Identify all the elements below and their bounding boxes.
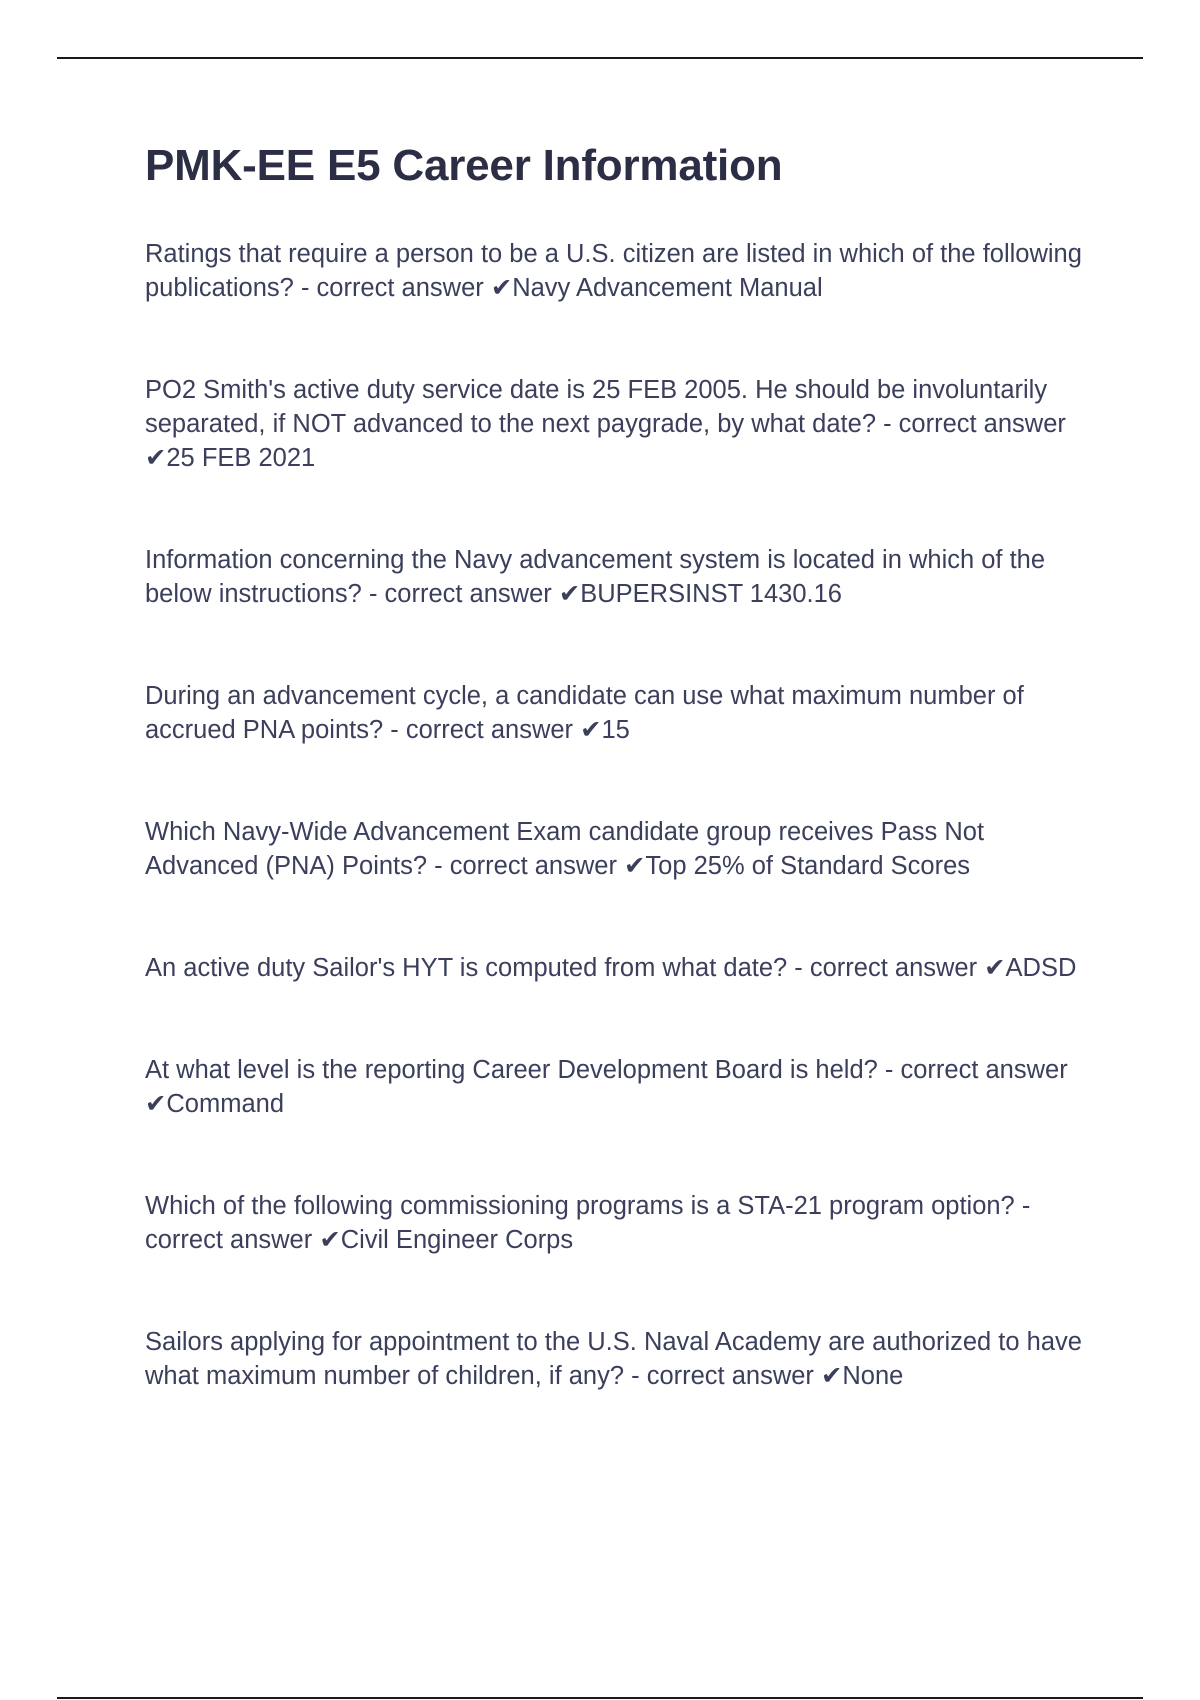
check-icon: ✔ <box>319 1225 341 1254</box>
check-icon: ✔ <box>145 1089 167 1118</box>
check-icon: ✔ <box>558 579 581 608</box>
answer-separator: - correct answer <box>383 715 581 744</box>
qa-item <box>145 1325 1095 1393</box>
qa-item <box>145 1053 1095 1121</box>
question-text: Which of the following commissioning programs is a STA-21 program option? <box>145 1191 1015 1220</box>
qa-item <box>145 373 1095 475</box>
answer-separator: - correct answer <box>876 409 1066 438</box>
question-text: At what level is the reporting Career Development Board is held? <box>145 1055 878 1084</box>
answer-separator: - correct answer <box>293 273 491 302</box>
question-text: Sailors applying for appointment to the U.S. Naval Academy are authorized to have what maximum number of children, if any? <box>145 1327 1082 1390</box>
check-icon: ✔ <box>145 443 167 472</box>
qa-item <box>145 237 1095 305</box>
answer-separator: - correct answer <box>361 579 559 608</box>
check-icon: ✔ <box>821 1361 843 1390</box>
qa-item <box>145 679 1095 747</box>
check-icon: ✔ <box>580 715 602 744</box>
top-rule <box>57 57 1143 59</box>
question-text: PO2 Smith's active duty service date is 25 FEB 2005. He should be involuntarily separated, if NOT advanced to the next paygrade, by what date? <box>145 375 1048 438</box>
check-icon: ✔ <box>490 273 513 302</box>
check-icon: ✔ <box>624 851 646 880</box>
answer-text: ADSD <box>1005 953 1077 982</box>
answer-text: 25 FEB 2021 <box>166 443 316 472</box>
question-text: Information concerning the Navy advancement system is located in which of the below instructions? <box>145 545 1046 608</box>
answer-separator: - correct answer <box>787 953 985 982</box>
answer-separator: - correct answer <box>145 1191 1031 1254</box>
qa-item <box>145 815 1095 883</box>
answer-separator: - correct answer <box>427 851 625 880</box>
document-body <box>145 140 1095 1461</box>
answer-text: None <box>842 1361 904 1390</box>
answer-text: BUPERSINST 1430.16 <box>580 579 842 608</box>
qa-item <box>145 951 1095 985</box>
answer-text: Navy Advancement Manual <box>512 273 823 302</box>
question-text: During an advancement cycle, a candidate can use what maximum number of accrued PNA points? <box>145 681 1024 744</box>
answer-text: Civil Engineer Corps <box>340 1225 574 1254</box>
question-text: Which Navy-Wide Advancement Exam candidate group receives Pass Not Advanced (PNA) Points? <box>145 817 985 880</box>
bottom-rule <box>57 1697 1143 1699</box>
answer-separator: - correct answer <box>624 1361 822 1390</box>
page-title: PMK-EE E5 Career Information <box>145 141 783 190</box>
question-text: An active duty Sailor's HYT is computed from what date? <box>145 953 788 982</box>
question-text: Ratings that require a person to be a U.S. citizen are listed in which of the following publications? <box>145 239 1082 302</box>
qa-item <box>145 543 1095 611</box>
answer-text: 15 <box>601 715 630 744</box>
answer-text: Command <box>166 1089 285 1118</box>
qa-item <box>145 1189 1095 1257</box>
answer-separator: - correct answer <box>877 1055 1068 1084</box>
qa-list <box>145 237 1095 1393</box>
answer-text: Top 25% of Standard Scores <box>645 851 971 880</box>
check-icon: ✔ <box>984 953 1006 982</box>
